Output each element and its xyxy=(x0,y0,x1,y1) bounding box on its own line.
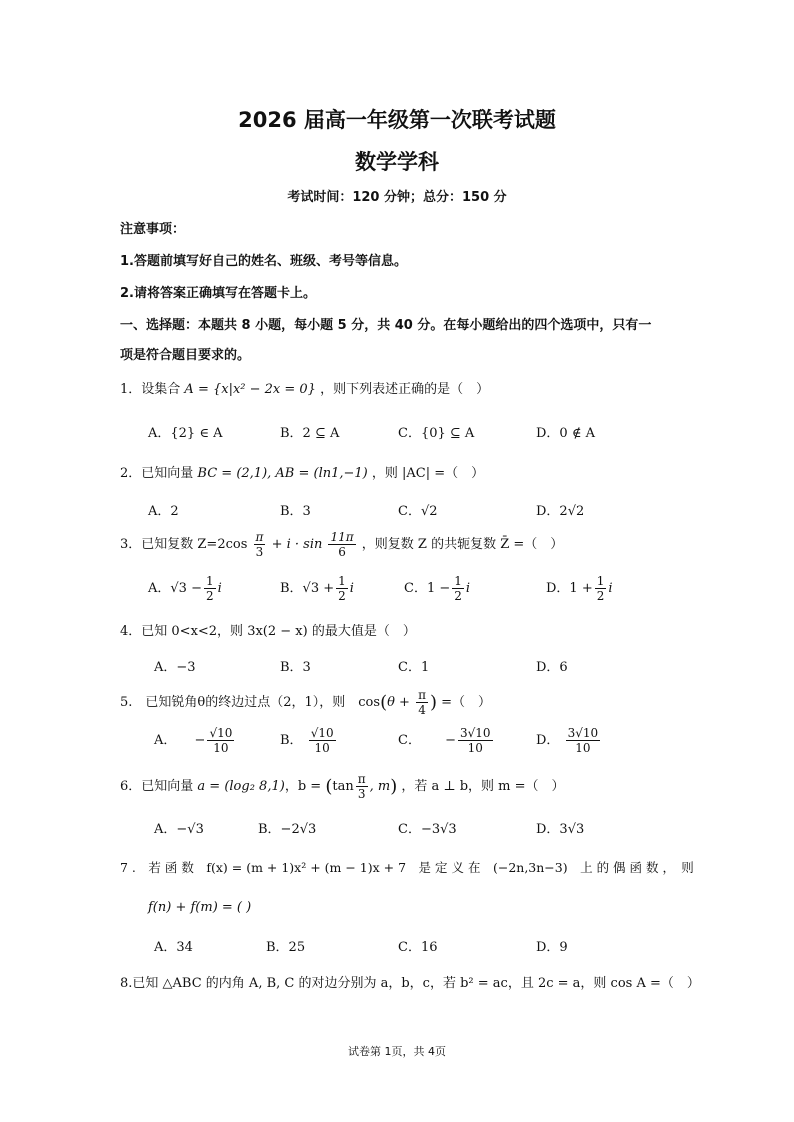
q2-expr: BC = (2,1), AB = (ln1,−1) xyxy=(197,466,368,481)
q1-prefix: 1．设集合 xyxy=(120,382,181,397)
exam-info: 考试时间：120 分钟；总分：150 分 xyxy=(287,190,507,205)
q7-option-d[interactable]: D．9 xyxy=(536,940,568,955)
q2-option-c[interactable]: C．√2 xyxy=(398,504,438,519)
q2-option-b[interactable]: B．3 xyxy=(280,504,311,519)
q1-option-c[interactable]: C．{0} ⊆ A xyxy=(398,426,475,441)
q2-option-a[interactable]: A．2 xyxy=(148,504,179,519)
section-heading-line1: 一、选择题：本题共 8 小题，每小题 5 分，共 40 分。在每小题给出的四个选项中，只有一 xyxy=(120,318,652,333)
q1-set: A = {x|x² − 2x = 0} xyxy=(184,382,316,397)
q1-option-d[interactable]: D．0 ∉ A xyxy=(536,426,595,441)
q3-prefix: 3．已知复数 Z=2cos xyxy=(120,537,248,552)
q5-prefix: 5. 已知锐角θ的终边过点（2，1），则 cos xyxy=(120,695,381,710)
exam-title: 2026 届高一年级第一次联考试题 xyxy=(238,108,556,132)
q3-suffix: ，则复数 Z 的共轭复数 Z̄ =（ ） xyxy=(361,537,564,552)
q5-suffix: =（ ） xyxy=(441,695,492,710)
q7-option-a[interactable]: A．34 xyxy=(154,940,193,955)
q4-option-b[interactable]: B．3 xyxy=(280,660,311,675)
q6-option-d[interactable]: D．3√3 xyxy=(536,822,585,837)
note-item-1: 1.答题前填写好自己的姓名、班级、考号等信息。 xyxy=(120,254,407,269)
question-3-stem xyxy=(120,530,563,559)
q3-fraction-2: $\frac{11\pi}{6}$ xyxy=(330,530,354,559)
q7-option-b[interactable]: B．25 xyxy=(266,940,306,955)
q3-mid: + i · sin xyxy=(271,537,323,552)
q5-option-b[interactable]: B． $\frac{√10}{10}$ xyxy=(280,726,334,755)
q5-option-d[interactable]: D． $\frac{3√10}{10}$ xyxy=(536,726,599,755)
q6-fraction: $\frac{\pi}{3}$ xyxy=(357,772,366,801)
page-footer: 试卷第 1页，共 4页 xyxy=(348,1045,446,1058)
q6-vector-a: a = (log₂ 8,1) xyxy=(197,779,285,794)
question-7-stem-line2: f(n) + f(m) = ( ) xyxy=(148,900,252,915)
q3-option-b[interactable]: B．√3 + $\frac{1}{2}$ i xyxy=(280,574,354,603)
q6-option-a[interactable]: A．−√3 xyxy=(154,822,204,837)
q7-option-c[interactable]: C．16 xyxy=(398,940,438,955)
q5-option-a[interactable]: A． − $\frac{√10}{10}$ xyxy=(154,726,233,755)
note-item-2: 2.请将答案正确填写在答题卡上。 xyxy=(120,286,316,301)
q2-suffix: ，则 |AC| =（ ） xyxy=(371,466,485,481)
question-8-stem: 8.已知 △ABC 的内角 A, B, C 的对边分别为 a，b，c，若 b² = ac，且 2c = a，则 cos A =（ ） xyxy=(120,976,700,991)
q1-suffix: ，则下列表述正确的是（ ） xyxy=(320,382,490,397)
q6-option-b[interactable]: B．−2√3 xyxy=(258,822,317,837)
q3-option-d[interactable]: D．1 + $\frac{1}{2}$ i xyxy=(546,574,613,603)
q5-fraction: $\frac{\pi}{4}$ xyxy=(418,688,426,717)
q4-option-c[interactable]: C．1 xyxy=(398,660,430,675)
q2-prefix: 2．已知向量 xyxy=(120,466,194,481)
q5-option-c[interactable]: C． − $\frac{3√10}{10}$ xyxy=(398,726,491,755)
q3-option-c[interactable]: C．1 − $\frac{1}{2}$ i xyxy=(404,574,471,603)
question-1-stem xyxy=(120,378,489,397)
q3-option-a[interactable]: A．√3 − $\frac{1}{2}$ i xyxy=(148,574,222,603)
question-2-stem xyxy=(120,462,484,481)
question-6-stem: 6．已知向量 a = (log₂ 8,1)，b = (tan $\frac{\pi}{3}$ , m) ，若 a ⊥ b，则 m =（ ） xyxy=(120,772,565,801)
q1-option-b[interactable]: B．2 ⊆ A xyxy=(280,426,340,441)
notes-heading: 注意事项： xyxy=(120,222,186,237)
question-5-stem: 5. 已知锐角θ的终边过点（2，1），则 cos(θ + $\frac{\pi}{4}$ ) =（ ） xyxy=(120,688,492,717)
q3-fraction-1: $\frac{\pi}{3}$ xyxy=(255,530,264,559)
q4-option-d[interactable]: D．6 xyxy=(536,660,568,675)
q1-option-a[interactable]: A．{2} ∈ A xyxy=(148,426,223,441)
q2-option-d[interactable]: D．2√2 xyxy=(536,504,585,519)
section-heading-line2: 项是符合题目要求的。 xyxy=(120,348,251,363)
question-4-stem: 4．已知 0<x<2，则 3x(2 − x) 的最大值是（ ） xyxy=(120,624,416,639)
subject-title: 数学学科 xyxy=(355,150,439,174)
q4-option-a[interactable]: A．−3 xyxy=(154,660,196,675)
question-7-stem-line1: 7 . 若 函 数 f(x) = (m + 1)x² + (m − 1)x + 7 是 定 义 在 (−2n,3n−3) 上 的 偶 函 数 ， 则 xyxy=(120,860,694,875)
q6-option-c[interactable]: C．−3√3 xyxy=(398,822,457,837)
